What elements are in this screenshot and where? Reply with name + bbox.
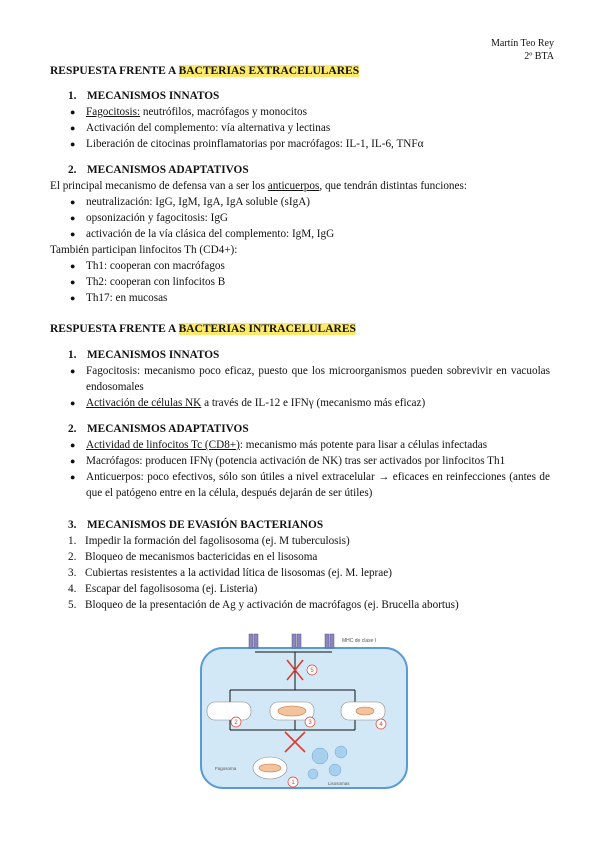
list-item: 4. Escapar del fagolisosoma (ej. Listeria) (68, 582, 258, 595)
svg-text:5: 5 (310, 668, 314, 674)
svg-text:1: 1 (291, 780, 295, 786)
svg-text:3: 3 (308, 720, 312, 726)
list-item: ● Actividad de linfocitos Tc (CD8+): mecanismo más potente para lisar a células infectadas (70, 439, 488, 451)
adaptativos-intro: El principal mecanismo de defensa van a ser los anticuerpos, que tendrán distintas funciones: (50, 180, 467, 192)
heading-innatos-intra: 1. MECANISMOS INNATOS (68, 349, 220, 361)
phagolysosome-2 (207, 702, 251, 720)
list-item: ● Macrófagos: producen IFNγ (potencia activación de NK) tras ser activados por linfocitos Th1 (70, 454, 506, 467)
section-title-extracelular: RESPUESTA FRENTE A BACTERIAS EXTRACELULARES (50, 65, 360, 77)
author-course: 2º BTA (524, 51, 554, 62)
list-item: ● Fagocitosis: mecanismo poco eficaz, puesto que los microorganismos pueden sobrevivir en vacuolas endosomales (70, 365, 550, 393)
evasion-figure (195, 632, 415, 792)
svg-text:4: 4 (379, 722, 383, 728)
mhc-molecule (249, 634, 334, 648)
list-adaptativos-intra (70, 438, 550, 502)
heading-evasion: 3. MECANISMOS DE EVASIÓN BACTERIANOS (68, 519, 324, 531)
svg-text:2: 2 (234, 720, 238, 726)
author-name: Martín Teo Rey (491, 38, 554, 49)
th-intro: También participan linfocitos Th (CD4+): (50, 244, 238, 256)
highlight: BACTERIAS INTRACELULARES (178, 323, 356, 335)
author-block (491, 37, 554, 63)
list-item: ● Th17: en mucosas (70, 291, 168, 304)
list-item: ● Fagocitosis: neutrófilos, macrófagos y monocitos (70, 106, 307, 118)
list-item: 3. Cubiertas resistentes a la actividad lítica de lisosomas (ej. M. leprae) (68, 566, 392, 579)
list-item: 5. Bloqueo de la presentación de Ag y activación de macrófagos (ej. Brucella abortus) (68, 598, 459, 611)
phagosome-label: Fagosoma (215, 766, 237, 771)
lysosome-label: Lisosomas (328, 781, 350, 786)
section-title-intracelular: RESPUESTA FRENTE A BACTERIAS INTRACELULARES (50, 323, 356, 335)
highlight: BACTERIAS EXTRACELULARES (178, 65, 360, 77)
list-th (70, 259, 550, 307)
mhc-label: MHC de clase I (342, 638, 377, 644)
list-item: 1. Impedir la formación del fagolisosoma (ej. M tuberculosis) (68, 535, 350, 547)
heading-adaptativos-intra: 2. MECANISMOS ADAPTATIVOS (68, 423, 249, 435)
list-item: ● Anticuerpos: poco efectivos, sólo son útiles a nivel extracelular → eficaces en reinfecciones (antes de que el patógeno entre en la célula, después dejarán de ser útiles) (70, 470, 550, 499)
heading-innatos-extra: 1. MECANISMOS INNATOS (68, 90, 220, 102)
list-item: ● Th2: cooperan con linfocitos B (70, 275, 226, 288)
list-item: ● opsonización y fagocitosis: IgG (70, 211, 228, 224)
list-anticuerpos (70, 195, 550, 243)
list-innatos-intra (70, 364, 550, 412)
list-innatos-extra (70, 105, 550, 153)
list-item: 2. Bloqueo de mecanismos bactericidas en el lisosoma (68, 550, 318, 563)
list-item: ● neutralización: IgG, IgM, IgA, IgA soluble (sIgA) (70, 196, 311, 208)
heading-adaptativos-extra: 2. MECANISMOS ADAPTATIVOS (68, 164, 249, 176)
list-item: ● activación de la vía clásica del complemento: IgM, IgG (70, 227, 335, 240)
list-item: ● Activación de células NK a través de IL-12 e IFNγ (mecanismo más eficaz) (70, 396, 426, 409)
list-item: ● Liberación de citocinas proinflamatorias por macrófagos: IL-1, IL-6, TNFα (70, 137, 424, 150)
list-item: ● Th1: cooperan con macrófagos (70, 260, 225, 272)
list-evasion (68, 534, 550, 614)
list-item: ● Activación del complemento: vía alternativa y lectinas (70, 121, 331, 134)
